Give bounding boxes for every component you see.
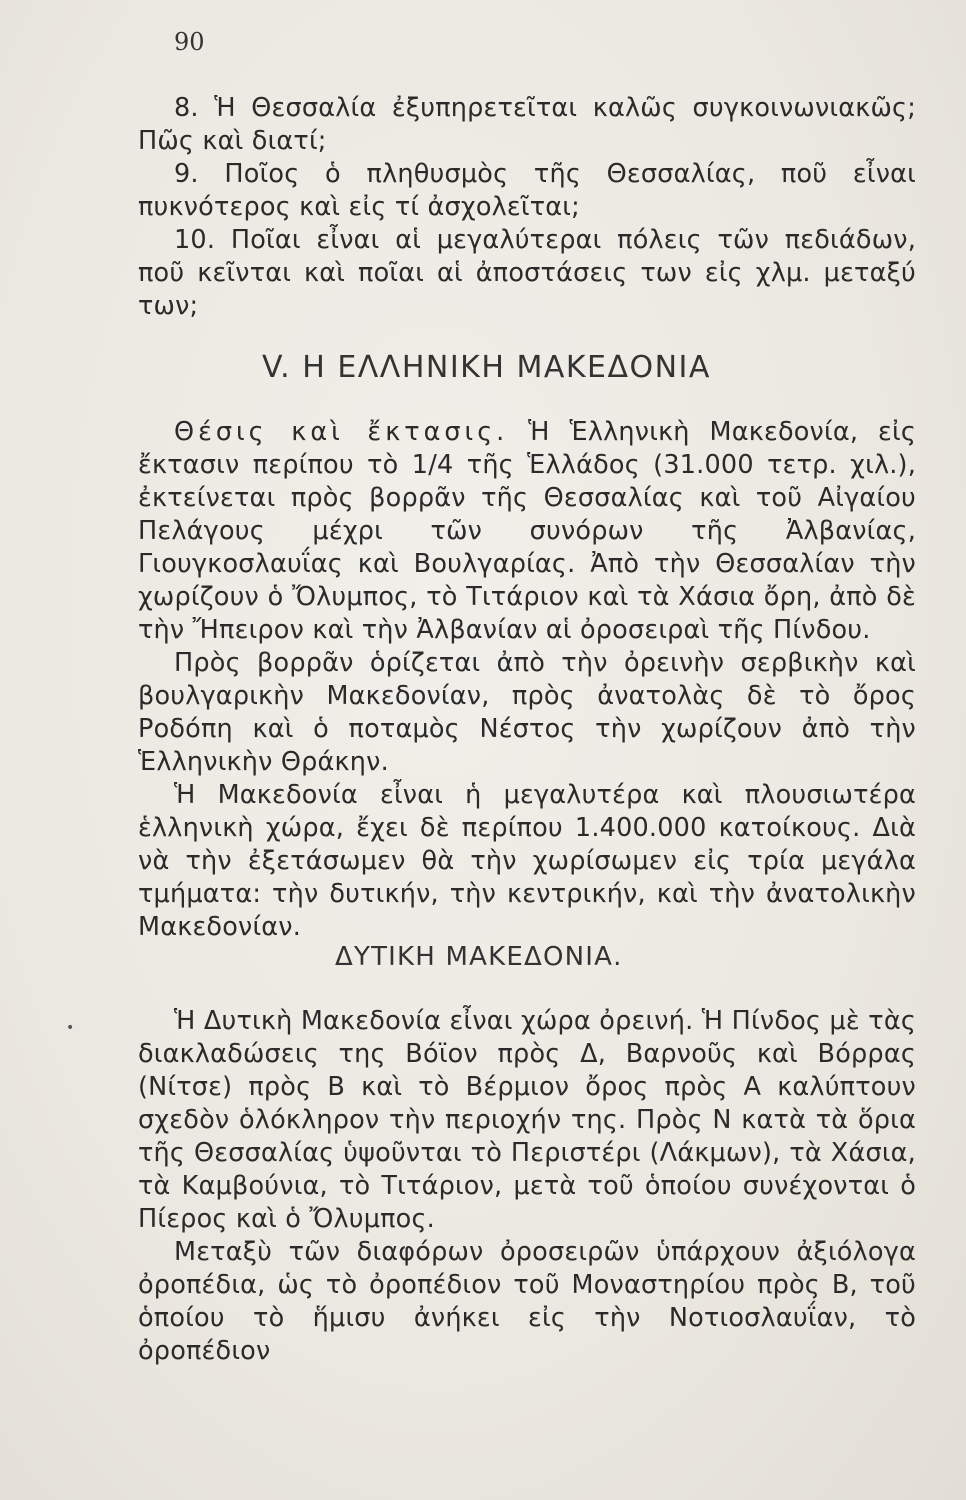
paragraph: Ἡ Δυτικὴ Μακεδονία εἶναι χώρα ὀρεινή. Ἡ Πίνδος μὲ τὰς διακλαδώσεις της Βόϊον πρὸς Δ, Βαρνοῦς καὶ Βόρρας (Νίτσε) πρὸς Β καὶ τὸ Βέρμιον ὄρος πρὸς Α καλύπτουν σχεδὸν ὁλόκληρον τὴν περιοχήν της. Πρὸς Ν κατὰ τὰ ὅρια τῆς Θεσσαλίας ὑψοῦνται τὸ Περιστέρι (Λάκμων), τὰ Χάσια, τὰ Καμβούνια, τὸ Τιτάριον, μετὰ τοῦ ὁποίου συνέχονται ὁ Πίερος καὶ ὁ Ὄλυμπος. — [138, 1006, 916, 1234]
paragraph — [138, 416, 916, 647]
paragraph-text: Ἡ Ἑλληνικὴ Μακεδονία, εἰς ἔκτασιν περίπου τὸ 1/4 τῆς Ἑλλάδος (31.000 τετρ. χιλ.), ἐκτείνεται πρὸς βορρᾶν τῆς Θεσσαλίας καὶ τοῦ Αἰγαίου Πελάγους μέχρι τῶν συνόρων τῆς Ἀλβανίας, Γιουγκοσλαυΐας καὶ Βουλγαρίας. Ἀπὸ τὴν Θεσσαλίαν τὴν χωρίζουν ὁ Ὄλυμπος, τὸ Τιτάριον καὶ τὰ Χάσια ὄρη, ἀπὸ δὲ τὴν Ἤπειρον καὶ τὴν Ἀλβανίαν αἱ ὀροσειραὶ τῆς Πίνδου. — [138, 417, 916, 645]
section-western-macedonia — [138, 1005, 916, 1368]
margin-mark: • — [66, 1020, 75, 1036]
question-9: 9. Ποῖος ὁ πληθυσμὸς τῆς Θεσσαλίας, ποῦ εἶναι πυκνότερος καὶ εἰς τί ἀσχολεῖται; — [138, 159, 916, 222]
question-8: 8. Ἡ Θεσσαλία ἐξυπηρετεῖται καλῶς συγκοινωνιακῶς; Πῶς καὶ διατί; — [138, 93, 916, 156]
paragraph-lead: Θέσις καὶ ἔκτασις. — [174, 417, 509, 447]
paragraph: Πρὸς βορρᾶν ὁρίζεται ἀπὸ τὴν ὀρεινὴν σερβικὴν καὶ βουλγαρικὴν Μακεδονίαν, πρὸς ἀνατολὰς δὲ τὸ ὄρος Ροδόπη καὶ ὁ ποταμὸς Νέστος τὴν χωρίζουν ἀπὸ τὴν Ἑλληνικὴν Θράκην. — [138, 648, 916, 777]
section-position-extent — [138, 416, 916, 944]
question-10: 10. Ποῖαι εἶναι αἱ μεγαλύτεραι πόλεις τῶν πεδιάδων, ποῦ κεῖνται καὶ ποῖαι αἱ ἀποστάσεις των εἰς χλμ. μεταξύ των; — [138, 225, 916, 321]
page-number: 90 — [174, 28, 205, 56]
section-heading: ΔΥΤΙΚΗ ΜΑΚΕΔΟΝΙΑ. — [335, 942, 623, 972]
paragraph: Ἡ Μακεδονία εἶναι ἡ μεγαλυτέρα καὶ πλουσιωτέρα ἑλληνικὴ χώρα, ἔχει δὲ περίπου 1.400.000 κατοίκους. Διὰ νὰ τὴν ἐξετάσωμεν θὰ τὴν χωρίσωμεν εἰς τρία μεγάλα τμήματα: τὴν δυτικήν, τὴν κεντρικήν, καὶ τὴν ἀνατολικὴν Μακεδονίαν. — [138, 780, 916, 942]
paragraph: Μεταξὺ τῶν διαφόρων ὀροσειρῶν ὑπάρχουν ἀξιόλογα ὀροπέδια, ὡς τὸ ὀροπέδιον τοῦ Μοναστηρίου πρὸς Β, τοῦ ὁποίου τὸ ἥμισυ ἀνήκει εἰς τὴν Νοτιοσλαυΐαν, τὸ ὀροπέδιον — [138, 1237, 916, 1366]
chapter-heading: V. Η ΕΛΛΗΝΙΚΗ ΜΑΚΕΔΟΝΙΑ — [262, 350, 711, 385]
review-questions — [138, 92, 916, 323]
